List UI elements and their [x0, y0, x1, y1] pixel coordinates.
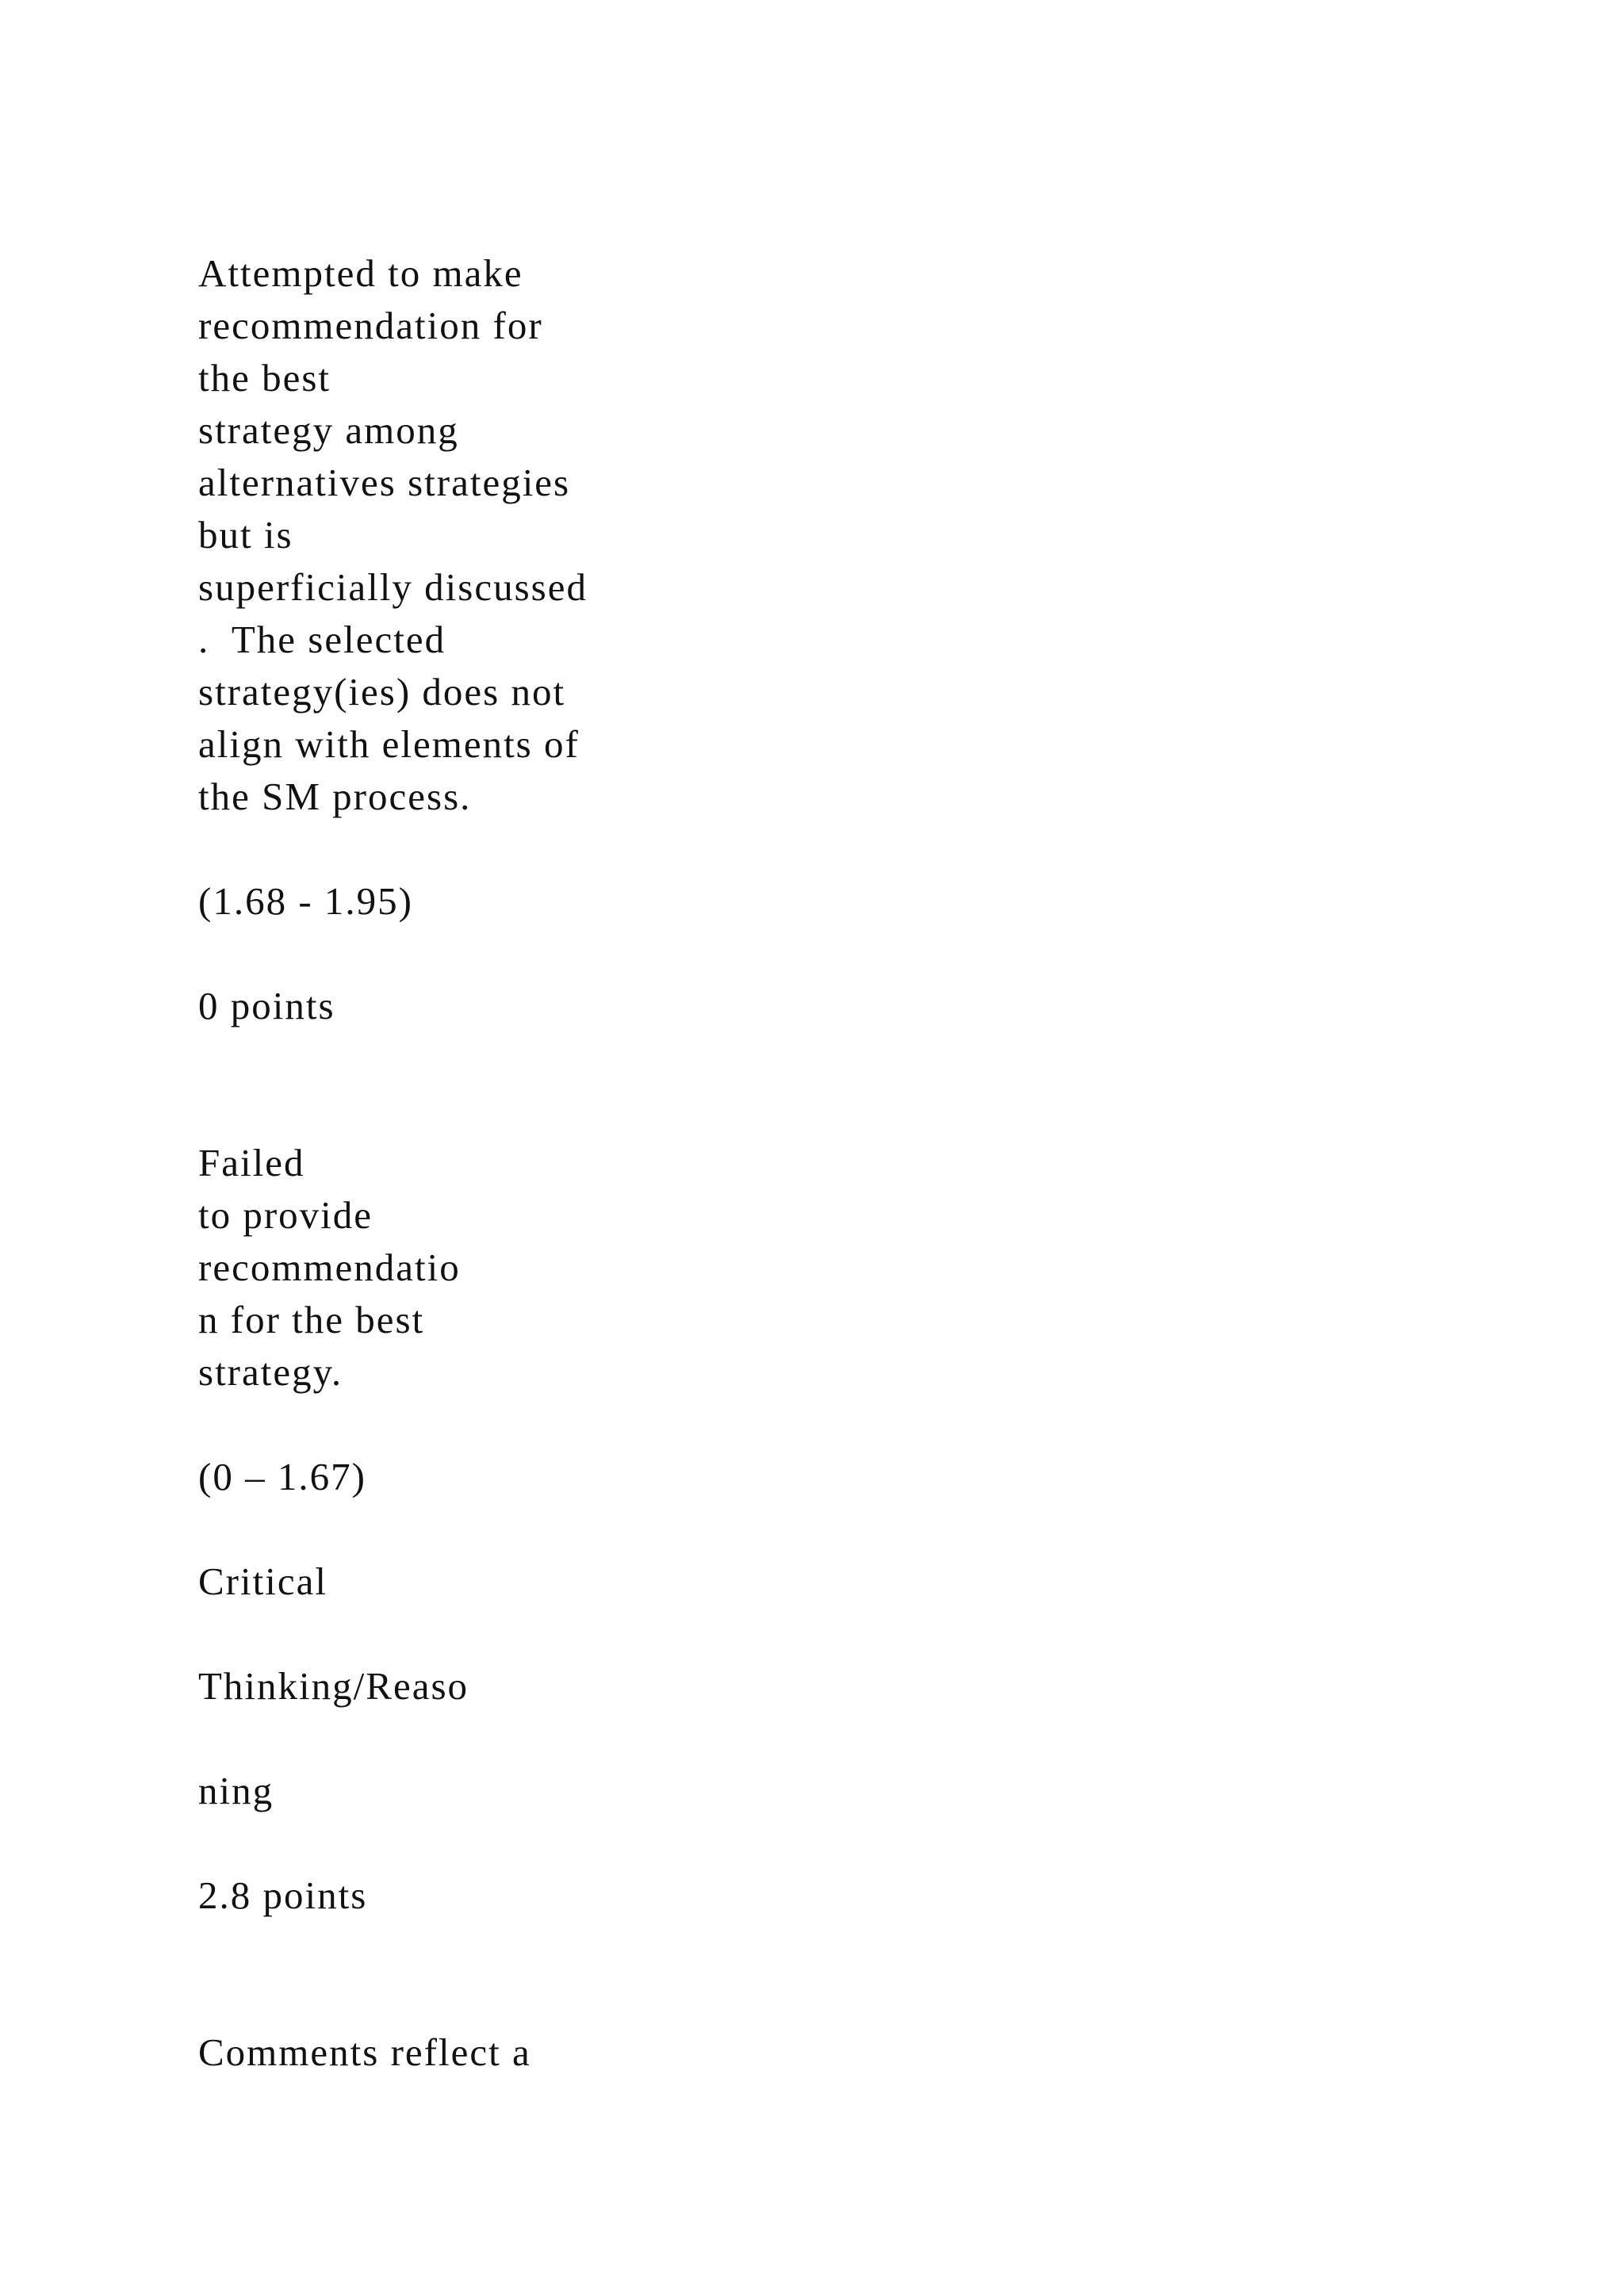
blank-line — [198, 1712, 912, 1765]
text-line: but is — [198, 513, 293, 557]
blank-line — [198, 1503, 912, 1556]
text-line: strategy(ies) does not — [198, 670, 566, 714]
text-line: to provide — [198, 1193, 373, 1237]
blank-line — [198, 1085, 912, 1137]
text-line: n for the best — [198, 1298, 425, 1341]
criterion-title: Thinking/Reaso — [198, 1664, 469, 1708]
blank-line — [198, 1032, 912, 1085]
blank-line — [198, 1608, 912, 1660]
text-line: superficially discussed — [198, 565, 588, 609]
blank-line — [198, 1399, 912, 1451]
text-line: Comments reflect a — [198, 2030, 531, 2074]
blank-line — [198, 928, 912, 980]
text-line: recommendatio — [198, 1246, 461, 1289]
text-line: strategy among — [198, 408, 459, 452]
blank-line — [198, 1922, 912, 1974]
points-label: 0 points — [198, 984, 335, 1027]
text-line: recommendation for — [198, 304, 543, 347]
score-range: (1.68 - 1.95) — [198, 879, 413, 923]
text-line: Failed — [198, 1141, 305, 1184]
blank-line — [198, 1817, 912, 1869]
text-line: align with elements of — [198, 722, 580, 766]
text-line: alternatives strategies — [198, 461, 571, 504]
blank-line — [198, 1974, 912, 2026]
score-range: (0 – 1.67) — [198, 1455, 366, 1498]
points-label: 2.8 points — [198, 1873, 368, 1917]
text-line: the best — [198, 356, 331, 400]
rubric-text — [198, 247, 912, 2079]
criterion-title: ning — [198, 1769, 274, 1812]
text-line: Attempted to make — [198, 251, 523, 295]
text-line: . The selected — [198, 618, 446, 661]
text-line: the SM process. — [198, 775, 472, 818]
criterion-title: Critical — [198, 1559, 327, 1603]
text-line: strategy. — [198, 1350, 343, 1394]
blank-line — [198, 823, 912, 875]
